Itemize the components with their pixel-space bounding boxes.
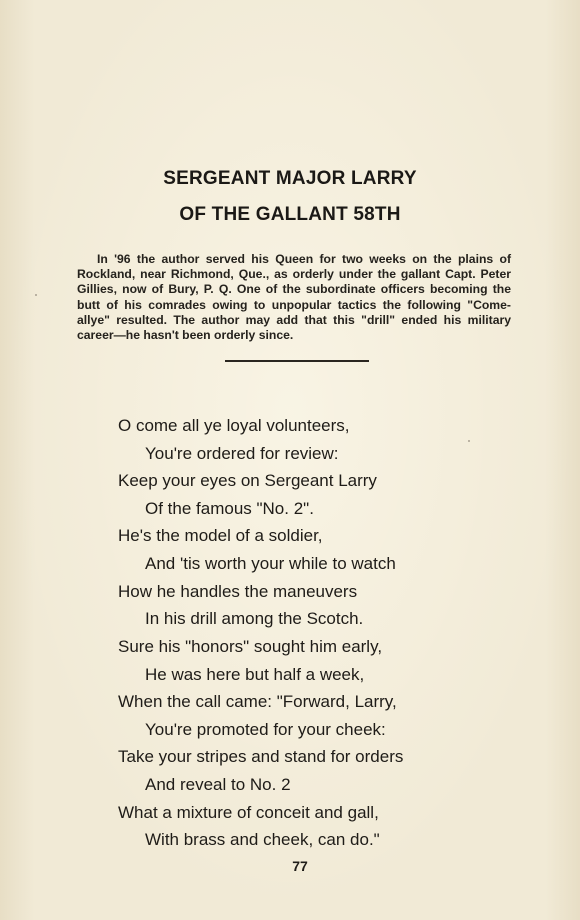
verse-line: What a mixture of conceit and gall, [118,802,379,822]
verse-line: When the call came: "Forward, Larry, [118,692,397,712]
intro-text: In '96 the author served his Queen for two weeks on the plains of Rockland, near Richmond, Que., as orderly under the gallant Capt. Peter Gillies, now of Bury, P. Q. One of the subordinate officers becoming the butt of his comrades owing to unpopular tactics the following "Come-allye" resulted. The author may add that this "drill" ended his military career—he hasn't been orderly since. [77,252,511,343]
verse-line: Take your stripes and stand for orders [118,747,404,767]
poem-subtitle: OF THE GALLANT 58TH [179,204,401,225]
paper-speck [468,440,470,442]
verse-line: And reveal to No. 2 [145,774,291,794]
verse-line: He was here but half a week, [145,664,365,684]
page-number: 77 [292,858,308,874]
intro-paragraph [77,252,511,343]
verse-line: How he handles the maneuvers [118,581,358,601]
paper-speck [35,294,37,296]
verse-line: And 'tis worth your while to watch [145,553,396,573]
stanza-2 [118,633,518,854]
verse-line: Of the famous "No. 2". [145,498,314,518]
verse-line: He's the model of a soldier, [118,526,323,546]
verse-line: Keep your eyes on Sergeant Larry [118,471,377,491]
verse-line: Sure his "honors" sought him early, [118,637,383,656]
stanza-1 [118,412,518,633]
verse-line: You're promoted for your cheek: [145,719,386,739]
verse-line: You're ordered for review: [145,443,339,463]
section-divider [225,360,369,362]
verse-line: With brass and cheek, can do." [145,830,380,850]
verse-line: O come all ye loyal volunteers, [118,416,350,435]
verse-line: In his drill among the Scotch. [145,609,364,629]
poem-title: SERGEANT MAJOR LARRY [163,168,417,189]
